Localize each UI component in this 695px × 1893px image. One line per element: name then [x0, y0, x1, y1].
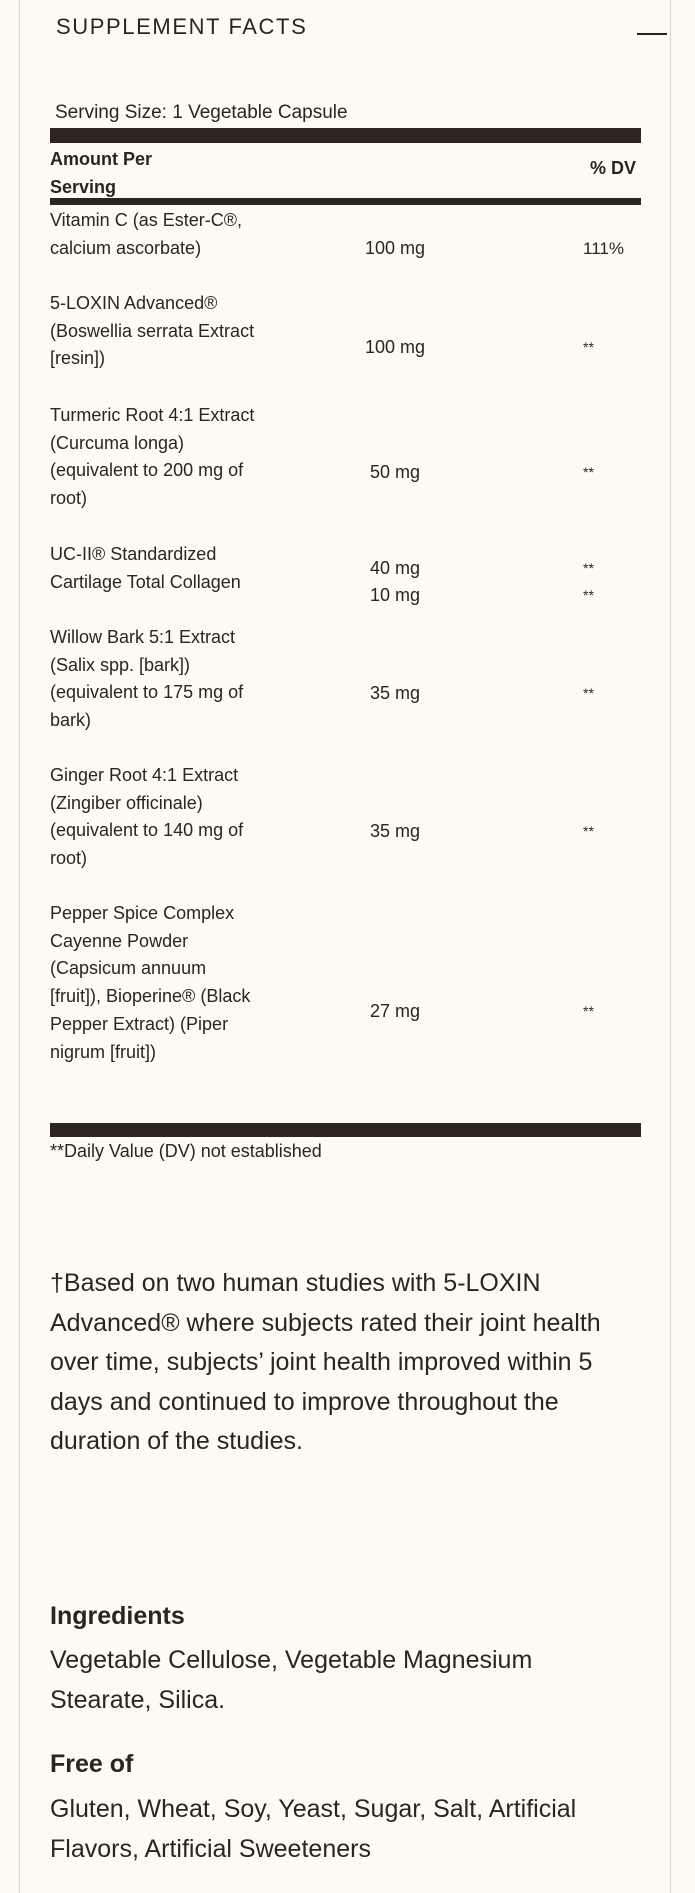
- ingredient-dv: **: [583, 1003, 594, 1019]
- dv-footnote: **Daily Value (DV) not established: [50, 1141, 322, 1161]
- header-amount-per-serving: Amount Per Serving: [50, 149, 153, 197]
- ingredient-dv: **: [583, 464, 594, 480]
- ingredient-amount: 35 mg: [369, 821, 421, 841]
- ingredient-name: Willow Bark 5:1 Extract (Salix spp. [bark]) (equivalent to 175 mg of bark): [50, 627, 244, 731]
- ingredient-amount: 40 mg 10 mg: [369, 558, 421, 605]
- table-top-rule: [50, 128, 641, 143]
- ingredient-name: Ginger Root 4:1 Extract (Zingiber officinale) (equivalent to 140 mg of root): [50, 765, 244, 869]
- free-of-heading: Free of: [50, 1750, 134, 1778]
- section-title: SUPPLEMENT FACTS: [56, 14, 308, 39]
- collapse-minus-icon[interactable]: [637, 26, 667, 42]
- ingredient-name: UC-II® Standardized Cartilage Total Collagen: [50, 544, 241, 592]
- ingredient-amount: 100 mg: [364, 238, 426, 258]
- ingredient-name: Vitamin C (as Ester-C®, calcium ascorbate): [50, 210, 242, 258]
- ingredient-amount: 27 mg: [369, 1001, 421, 1021]
- ingredient-dv: **: [583, 339, 594, 355]
- ingredient-amount: 35 mg: [369, 683, 421, 703]
- supplement-facts-header[interactable]: [56, 14, 667, 48]
- table-bottom-rule: [50, 1123, 641, 1137]
- header-dv: % DV: [590, 158, 637, 178]
- ingredient-dv: 111%: [583, 239, 624, 258]
- ingredient-dv: **: [583, 685, 594, 701]
- ingredient-amount: 100 mg: [364, 337, 426, 357]
- ingredient-name: 5-LOXIN Advanced® (Boswellia serrata Extract [resin]): [50, 293, 255, 369]
- free-of-text: Gluten, Wheat, Soy, Yeast, Sugar, Salt, Artificial Flavors, Artificial Sweeteners: [50, 1795, 577, 1863]
- table-header-rule: [50, 198, 641, 205]
- ingredient-amount: 50 mg: [369, 462, 421, 482]
- ingredient-name: Turmeric Root 4:1 Extract (Curcuma longa) (equivalent to 200 mg of root): [50, 405, 255, 509]
- ingredient-dv: **: [583, 823, 594, 839]
- ingredients-heading: Ingredients: [50, 1602, 185, 1630]
- ingredients-text: Vegetable Cellulose, Vegetable Magnesium Stearate, Silica.: [50, 1646, 533, 1714]
- ingredient-dv: ** **: [583, 560, 594, 603]
- serving-size: Serving Size: 1 Vegetable Capsule: [55, 102, 348, 123]
- study-claim: †Based on two human studies with 5-LOXIN Advanced® where subjects rated their joint health over time, subjects’ joint health improved within 5 days and continued to improve throughout the duration of the studies.: [50, 1269, 601, 1455]
- ingredient-name: Pepper Spice Complex Cayenne Powder (Capsicum annuum [fruit]), Bioperine® (Black Pepper Extract) (Piper nigrum [fruit]): [50, 903, 251, 1062]
